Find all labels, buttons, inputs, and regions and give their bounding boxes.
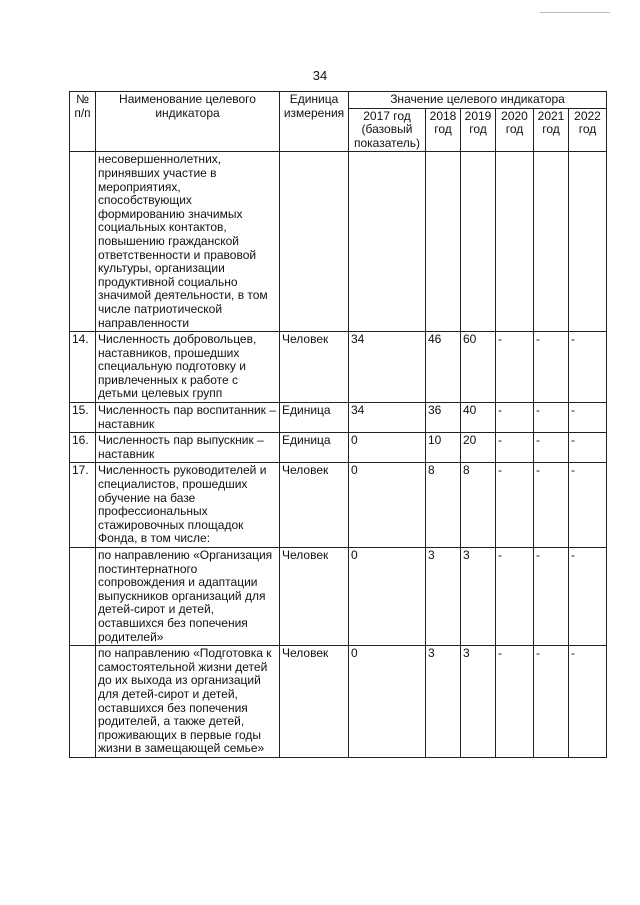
row-2022 [569,152,607,332]
header-value-group: Значение целевого индикатора [349,92,607,109]
row-2019: 40 [461,403,496,433]
row-2020: - [496,433,534,463]
row-2020: - [496,548,534,646]
row-num [70,646,96,758]
header-2022: 2022 год [569,108,607,152]
row-2022: - [569,463,607,548]
row-2018: 36 [426,403,461,433]
row-name: Численность пар выпускник – наставник [96,433,280,463]
row-name: Численность добровольцев, наставников, прошедших специальную подготовку и привлеченных к работе с детьми целевых групп [96,332,280,403]
table-row [70,463,607,548]
row-2022: - [569,403,607,433]
row-2019 [461,152,496,332]
table-row [70,332,607,403]
row-unit: Человек [280,463,349,548]
row-2020: - [496,646,534,758]
row-num [70,548,96,646]
table-row [70,152,607,332]
header-num: № п/п [70,92,96,152]
row-num: 16. [70,433,96,463]
row-unit: Человек [280,646,349,758]
row-2021: - [534,433,569,463]
row-2020: - [496,403,534,433]
row-num [70,152,96,332]
row-2021: - [534,463,569,548]
row-name: Численность руководителей и специалистов, прошедших обучение на базе профессиональных стажировочных площадок Фонда, в том числе: [96,463,280,548]
header-2020: 2020 год [496,108,534,152]
row-num: 17. [70,463,96,548]
row-2017: 0 [349,548,426,646]
row-2022: - [569,332,607,403]
row-unit: Единица [280,403,349,433]
row-2021: - [534,403,569,433]
row-2017: 0 [349,463,426,548]
indicator-table [69,91,607,758]
row-2019: 60 [461,332,496,403]
row-2022: - [569,433,607,463]
table-row [70,646,607,758]
row-name: несовершеннолетних, принявших участие в мероприятиях, способствующих формированию значимых социальных контактов, повышению гражданской ответственности и правовой культуры, организации продуктивной социально значимой деятельности, в том числе патриотической направленности [96,152,280,332]
table-row [70,548,607,646]
row-2022: - [569,646,607,758]
row-2019: 3 [461,646,496,758]
row-2019: 8 [461,463,496,548]
row-2018: 10 [426,433,461,463]
row-2020 [496,152,534,332]
row-name: по направлению «Подготовка к самостоятельной жизни детей до их выхода из организаций для детей-сирот и детей, оставшихся без попечения родителей, а также детей, проживающих в первые годы жизни в замещающей семье» [96,646,280,758]
table-row [70,403,607,433]
row-2021: - [534,548,569,646]
header-unit: Единица измерения [280,92,349,152]
row-2021 [534,152,569,332]
scan-artifact [540,12,610,13]
header-2021: 2021 год [534,108,569,152]
row-unit: Единица [280,433,349,463]
row-2021: - [534,332,569,403]
header-2018: 2018 год [426,108,461,152]
row-2018: 3 [426,548,461,646]
header-name: Наименование целевого индикатора [96,92,280,152]
row-2018: 3 [426,646,461,758]
row-2017: 0 [349,433,426,463]
row-2020: - [496,463,534,548]
row-2019: 3 [461,548,496,646]
row-num: 14. [70,332,96,403]
row-unit: Человек [280,548,349,646]
header-2017: 2017 год (базовый показатель) [349,108,426,152]
row-2018: 46 [426,332,461,403]
row-2020: - [496,332,534,403]
page-number: 34 [312,68,328,83]
row-2017: 34 [349,332,426,403]
row-2021: - [534,646,569,758]
row-name: по направлению «Организация постинтернатного сопровождения и адаптации выпускников организаций для детей-сирот и детей, оставшихся без попечения родителей» [96,548,280,646]
row-num: 15. [70,403,96,433]
row-2017: 34 [349,403,426,433]
row-name: Численность пар воспитанник – наставник [96,403,280,433]
row-2017: 0 [349,646,426,758]
row-2022: - [569,548,607,646]
row-2019: 20 [461,433,496,463]
row-2018: 8 [426,463,461,548]
header-2019: 2019 год [461,108,496,152]
row-2017 [349,152,426,332]
row-unit [280,152,349,332]
row-unit: Человек [280,332,349,403]
row-2018 [426,152,461,332]
table-row [70,433,607,463]
